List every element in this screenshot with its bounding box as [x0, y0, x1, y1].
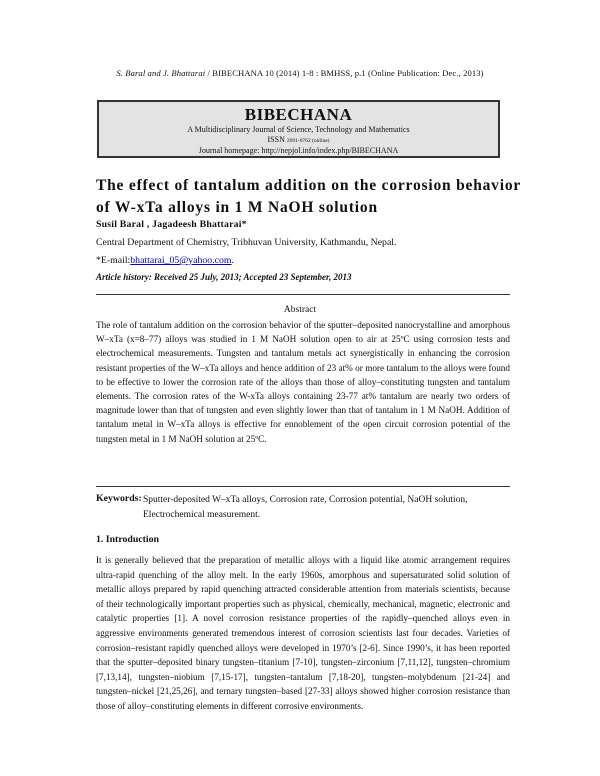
abstract-text: The role of tantalum addition on the corrosion behavior of the sputter–deposited nanocrystalline and amorphous W–xTa (x=8–77) alloys was studied in 1 M NaOH solution open to air at 25ºC using corrosion tests and electrochemical measurements. Tungsten and tantalum metals act synergistically in enhancing the corrosion resistant properties of the W–xTa alloys and hence addition of 23 at% or more tantalum to the alloys were found to be effective to lower the corrosion rate of the alloys than those of alloy–constituting tungsten and tantalum elements. The corrosion rates of the W-xTa alloys containing 23-77 at% tantalum are nearly two orders of magnitude lower than that of tungsten and even slightly lower than that of tantalum in 1 M NaOH. Addition of tantalum metal in W–xTa alloys is effective for ennoblement of the open circuit corrosion potential of the tungsten metal in 1 M NaOH solution at 25ºC.: [96, 320, 510, 444]
running-header-authors: S. Baral and J. Bhattarai: [116, 68, 206, 78]
running-header-citation: / BIBECHANA 10 (2014) 1-8 : BMHSS, p.1 (Online Publication: Dec., 2013): [205, 68, 484, 78]
journal-issn: [99, 135, 498, 146]
keywords-label: Keywords:: [96, 493, 142, 504]
email-suffix: .: [231, 255, 234, 266]
journal-subtitle: A Multidisciplinary Journal of Science, Technology and Mathematics: [187, 125, 410, 134]
author-email-line: [96, 255, 234, 266]
journal-name: BIBECHANA: [244, 105, 353, 124]
author-affiliation: Central Department of Chemistry, Tribhuvan University, Kathmandu, Nepal.: [96, 237, 397, 248]
email-link[interactable]: bhattarai_05@yahoo.com: [130, 255, 232, 266]
running-header: [0, 68, 600, 78]
article-authors: Susil Baral , Jagadeesh Bhattarai*: [96, 219, 247, 230]
journal-banner: [97, 100, 500, 158]
abstract-heading: Abstract: [283, 305, 317, 315]
article-title: The effect of tantalum addition on the corrosion behavior of W-xTa alloys in 1 M NaOH solution: [96, 177, 521, 216]
issn-label: ISSN: [267, 135, 287, 144]
abstract-top-rule: [96, 294, 510, 295]
journal-homepage[interactable]: Journal homepage: http://nepjol.info/index.php/BIBECHANA: [198, 146, 399, 155]
keywords-text: Sputter-deposited W–xTa alloys, Corrosion rate, Corrosion potential, NaOH solution, Electrochemical measurement.: [143, 495, 468, 520]
abstract-bottom-rule: [96, 486, 510, 487]
introduction-text: It is generally believed that the preparation of metallic alloys with a liquid like atomic arrangement requires ultra-rapid quenching of the alloy melt. In the early 1960s, amorphous and supersaturated solid solution of metallic alloys prepared by rapid quenching attracted considerable attention from materials scientists, because of their technologically important properties such as physical, chemically, mechanical, magnetic, electronic and catalytic properties [1]. A novel corrosion resistance properties of the rapidly–quenched alloys even in aggressive environments generated tremendous interest of corrosion scientists last four decades. Varieties of corrosion–resistant rapidly quenched alloys were developed in 1970’s [2-6]. Since 1990’s, it has been reported that the sputter–deposited binary tungsten–titanium [7-10], tungsten–zirconium [7,11,12], tungsten–chromium [7,13,14], tungsten–niobium [7,15-17], tungsten–tantalum [7,18-20], tungsten–molybdenum [21-24] and tungsten–nickel [21,25,26], and ternary tungsten–based [27-33] alloys showed higher corrosion resistance than those of alloy–constituting elements in different corrosive environments.: [96, 555, 510, 711]
issn-value: 2091-0762 (online): [286, 138, 330, 144]
email-prefix: *E-mail:: [96, 255, 131, 266]
article-history: Article history: Received 25 July, 2013; Accepted 23 September, 2013: [96, 272, 352, 282]
introduction-heading: 1. Introduction: [96, 534, 159, 545]
